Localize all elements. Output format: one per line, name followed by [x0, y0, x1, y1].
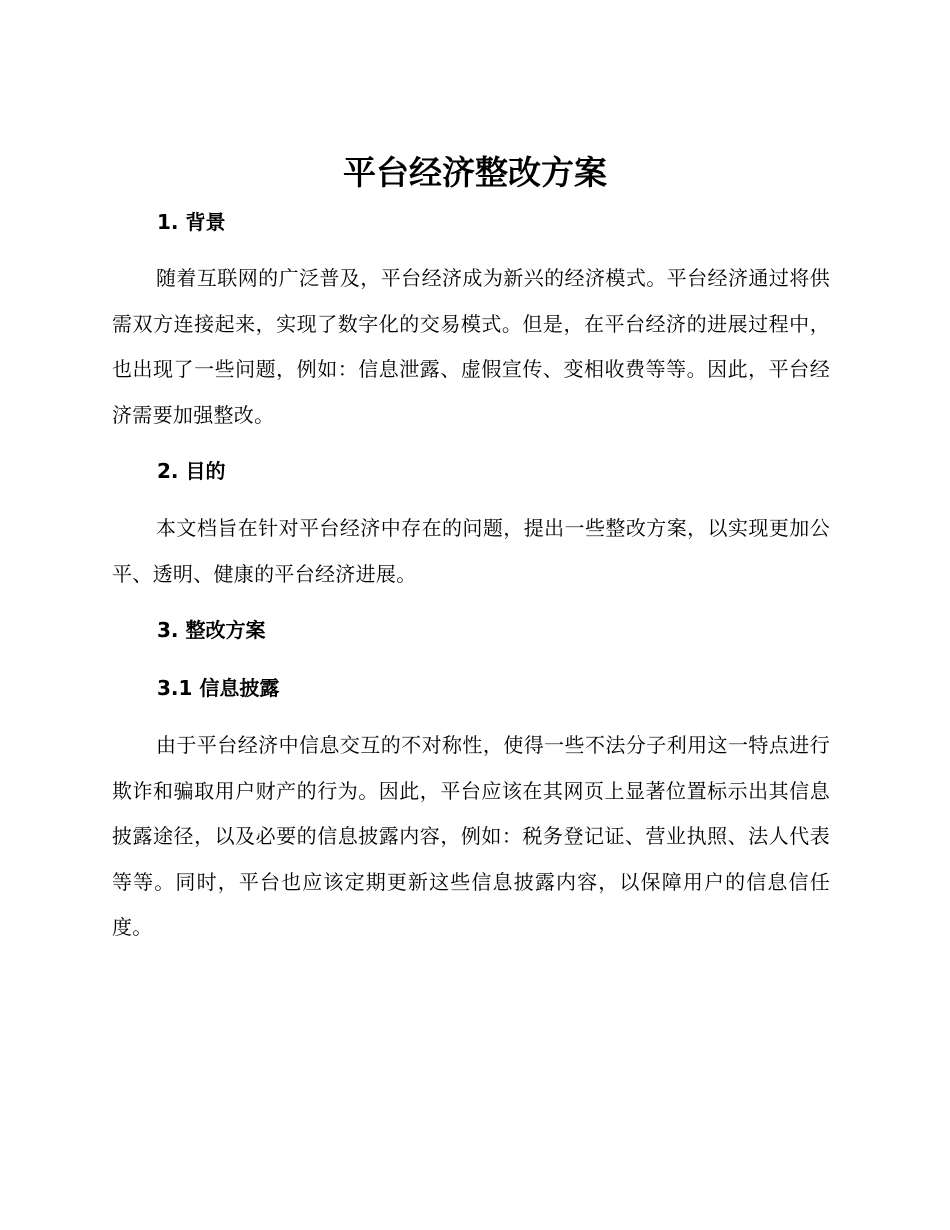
section-heading-plan: 3. 整改方案	[157, 618, 266, 642]
document-title: 平台经济整改方案	[343, 153, 607, 192]
section-paragraph-disclosure: 由于平台经济中信息交互的不对称性，使得一些不法分子利用这一特点进行欺诈和骗取用户财产的行为。因此，平台应该在其网页上显著位置标示出其信息披露途径，以及必要的信息披露内容，例如：税务登记证、营业执照、法人代表等等。同时，平台也应该定期更新这些信息披露内容，以保障用户的信息信任度。	[112, 733, 830, 939]
section-heading-disclosure: 3.1 信息披露	[157, 676, 280, 700]
section-paragraph-background: 随着互联网的广泛普及，平台经济成为新兴的经济模式。平台经济通过将供需双方连接起来，实现了数字化的交易模式。但是，在平台经济的进展过程中，也出现了一些问题，例如：信息泄露、虚假宣传、变相收费等等。因此，平台经济需要加强整改。	[112, 266, 830, 427]
section-heading-background: 1. 背景	[157, 210, 226, 234]
section-paragraph-purpose: 本文档旨在针对平台经济中存在的问题，提出一些整改方案，以实现更加公平、透明、健康的平台经济进展。	[112, 516, 830, 586]
section-heading-purpose: 2. 目的	[157, 459, 226, 483]
